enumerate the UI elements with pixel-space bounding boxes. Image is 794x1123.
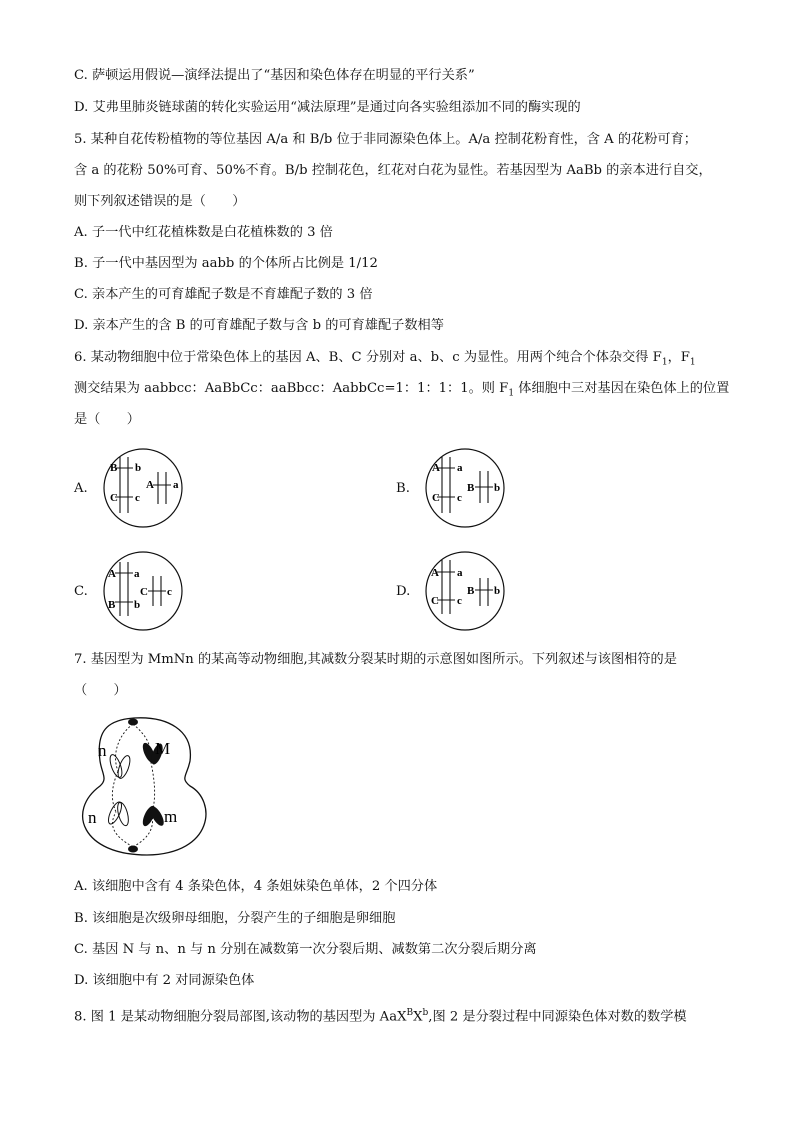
q5-option-c: C. 亲本产生的可育雄配子数是不育雄配子数的 3 倍 bbox=[74, 287, 373, 302]
q6-cell-a-figure bbox=[100, 447, 190, 537]
q6-stem-line2: 测交结果为 aabbcc：AaBbCc：aaBbcc：AabbCc=1：1：1：1。则 $F_1$ 体细胞中三对基因在染色体上的位置 bbox=[74, 381, 730, 399]
gene-label: c bbox=[457, 492, 462, 504]
prev-option-d: D. 艾弗里肺炎链球菌的转化实验运用“减法原理”是通过向各实验组添加不同的酶实现的 bbox=[74, 100, 581, 115]
q7-option-d: D. 该细胞中有 2 对同源染色体 bbox=[74, 973, 255, 988]
gene-label: b bbox=[134, 599, 141, 611]
q7-option-b: B. 该细胞是次级卵母细胞，分裂产生的子细胞是卵细胞 bbox=[74, 911, 396, 926]
q6-cell-b-figure bbox=[422, 447, 512, 537]
cell-membrane bbox=[426, 449, 504, 527]
gene-label: C bbox=[110, 492, 118, 504]
gene-label: A bbox=[432, 462, 440, 474]
gene-label: a bbox=[457, 567, 463, 579]
q6-option-d-label: D. bbox=[396, 584, 411, 599]
q7-cell-figure bbox=[72, 716, 222, 858]
q7-option-a: A. 该细胞中含有 4 条染色体，4 条姐妹染色单体，2 个四分体 bbox=[74, 879, 438, 894]
gene-label: B bbox=[467, 482, 475, 494]
gene-label: C bbox=[432, 492, 440, 504]
gene-label: B bbox=[110, 462, 118, 474]
gene-label: a bbox=[134, 568, 140, 580]
gene-label: A bbox=[431, 567, 439, 579]
gene-label: c bbox=[457, 595, 462, 607]
gene-label: A bbox=[146, 479, 154, 491]
q5-stem-line3: 则下列叙述错误的是（ ） bbox=[74, 194, 246, 209]
q5-option-b: B. 子一代中基因型为 aabb 的个体所占比例是 1/12 bbox=[74, 256, 378, 271]
q5-stem-line2: 含 a 的花粉 50%可育、50%不育。B/b 控制花色，红花对白花为显性。若基因型为 AaBb 的亲本进行自交， bbox=[74, 163, 712, 178]
prev-option-c: C. 萨顿运用假说—演绎法提出了“基因和染色体存在明显的平行关系” bbox=[74, 68, 475, 83]
gene-label: B bbox=[467, 585, 475, 597]
q7-stem-line2: （ ） bbox=[74, 683, 127, 698]
gene-label: c bbox=[167, 586, 172, 598]
q7-option-c: C. 基因 N 与 n、n 与 n 分别在减数第一次分裂后期、减数第二次分裂后期分离 bbox=[74, 942, 537, 957]
gene-label-n: n bbox=[98, 741, 107, 760]
cell-membrane bbox=[426, 552, 504, 630]
gene-label: C bbox=[140, 586, 148, 598]
cell-membrane bbox=[83, 718, 206, 855]
q6-option-c-label: C. bbox=[74, 584, 88, 599]
q6-stem-line3: 是（ ） bbox=[74, 412, 140, 427]
gene-label: b bbox=[494, 585, 501, 597]
q5-option-a: A. 子一代中红花植株数是白花植株数的 3 倍 bbox=[74, 225, 333, 240]
q6-cell-c-figure bbox=[100, 552, 190, 642]
gene-label: c bbox=[135, 492, 140, 504]
q6-cell-d-figure bbox=[422, 550, 512, 640]
q6-stem-line1: 6. 某动物细胞中位于常染色体上的基因 A、B、C 分别对 a、b、c 为显性。用两个纯合个体杂交得 $F_1$，$F_1$ bbox=[74, 350, 696, 368]
q6-option-a-label: A. bbox=[74, 481, 88, 496]
gene-label: b bbox=[494, 482, 501, 494]
q6-option-b-label: B. bbox=[396, 481, 410, 496]
q5-stem-line1: 5. 某种自花传粉植物的等位基因 A/a 和 B/b 位于非同源染色体上。A/a 控制花粉育性，含 A 的花粉可育； bbox=[74, 132, 697, 147]
gene-label-m: m bbox=[164, 807, 178, 826]
gene-label-n: n bbox=[88, 808, 97, 827]
q5-option-d: D. 亲本产生的含 B 的可育雄配子数与含 b 的可育雄配子数相等 bbox=[74, 318, 444, 333]
gene-label-M: M bbox=[155, 739, 171, 758]
gene-label: A bbox=[108, 568, 116, 580]
gene-label: C bbox=[431, 595, 439, 607]
gene-label: b bbox=[135, 462, 142, 474]
gene-label: a bbox=[457, 462, 463, 474]
gene-label: a bbox=[173, 479, 179, 491]
q8-stem-line1: 8. 图 1 是某动物细胞分裂局部图,该动物的基因型为 $AaX^BX^b$,图 2 是分裂过程中同源染色体对数的数学模 bbox=[74, 1008, 687, 1025]
cell-membrane bbox=[104, 449, 182, 527]
q7-stem-line1: 7. 基因型为 MmNn 的某高等动物细胞,其减数分裂某时期的示意图如图所示。下列叙述与该图相符的是 bbox=[74, 652, 677, 667]
gene-label: B bbox=[108, 599, 116, 611]
